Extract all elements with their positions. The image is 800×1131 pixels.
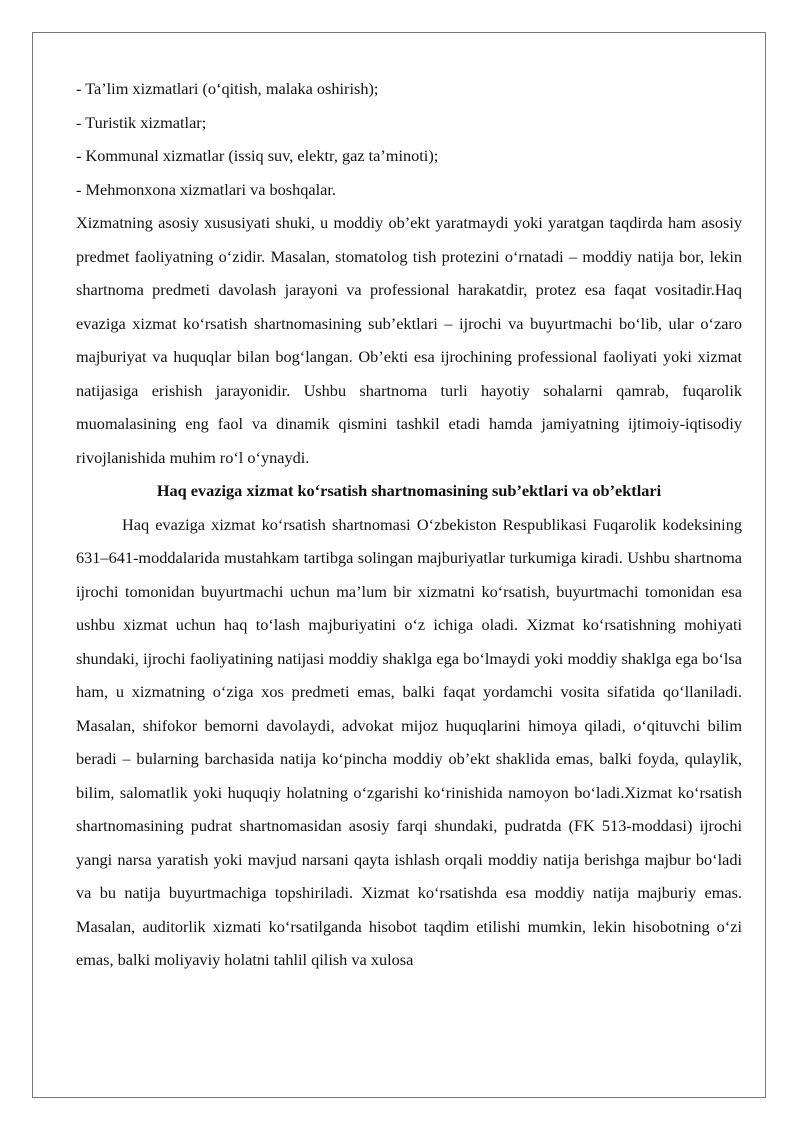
list-item: - Kommunal xizmatlar (issiq suv, elektr, gaz ta’minoti); [76,146,439,165]
list-item: - Turistik xizmatlar; [76,112,207,132]
list-item: - Mehmonxona xizmatlari va boshqalar. [76,179,336,199]
section-heading: Haq evaziga xizmat ko‘rsatish shartnomasining sub’ektlari va ob’ektlari [156,481,662,500]
document-body [76,72,742,977]
paragraph-shartnoma-tavsifi: Haq evaziga xizmat ko‘rsatish shartnomasi O‘zbekiston Respublikasi Fuqarolik kodeksining 631–641-moddalarida mustahkam tartibga solingan majburiyatlar turkumiga kiradi. Ushbu shartnoma ijrochi tomonidan buyurtmachi uchun ma’lum bir xizmatni ko‘rsatish, buyurtmachi tomonidan esa ushbu xizmat uchun haq to‘lash majburiyatini o‘z ichiga oladi. Xizmat ko‘rsatishning mohiyati shundaki, ijrochi faoliyatining natijasi moddiy shaklga ega bo‘lmaydi yoki moddiy shaklga ega bo‘lsa ham, u xizmatning o‘ziga xos predmeti emas, balki faqat yordamchi vosita sifatida qo‘llaniladi. Masalan, shifokor bemorni davolaydi, advokat mijoz huquqlarini himoya qiladi, o‘qituvchi bilim beradi – bularning barchasida natija ko‘pincha moddiy ob’ekt shaklida emas, balki foyda, qulaylik, bilim, salomatlik yoki huquqiy holatning o‘zgarishi ko‘rinishida namoyon bo‘ladi.Xizmat ko‘rsatish shartnomasining pudrat shartnomasidan asosiy farqi shundaki, pudratda (FK 513-moddasi) ijrochi yangi narsa yaratish yoki mavjud narsani qayta ishlash orqali moddiy natija berishga majbur bo‘ladi va bu natija buyurtmachiga topshiriladi. Xizmat ko‘rsatishda esa moddiy natija majburiy emas. Masalan, auditorlik xizmati ko‘rsatilganda hisobot taqdim etilishi mumkin, lekin hisobotning o‘zi emas, balki moliyaviy holatni tahlil qilish va xulosa [76,514,742,969]
paragraph-xizmat-xususiyati: Xizmatning asosiy xususiyati shuki, u moddiy ob’ekt yaratmaydi yoki yaratgan taqdirda ham asosiy predmet faoliyatning o‘zidir. Masalan, stomatolog tish protezini o‘rnatadi – moddiy natija bor, lekin shartnoma predmeti davolash jarayoni va professional harakatdir, protez esa faqat vositadir.Haq evaziga xizmat ko‘rsatish shartnomasining sub’ektlari – ijrochi va buyurtmachi bo‘lib, ular o‘zaro majburiyat va huquqlar bilan bog‘langan. Ob’ekti esa ijrochining professional faoliyati yoki xizmat natijasiga erishish jarayonidir. Ushbu shartnoma turli hayotiy sohalarni qamrab, fuqarolik muomalasining eng faol va dinamik qismini tashkil etadi hamda jamiyatning ijtimoiy-iqtisodiy rivojlanishida muhim ro‘l o‘ynaydi. [76,213,742,467]
list-item: - Ta’lim xizmatlari (o‘qitish, malaka oshirish); [76,79,379,98]
